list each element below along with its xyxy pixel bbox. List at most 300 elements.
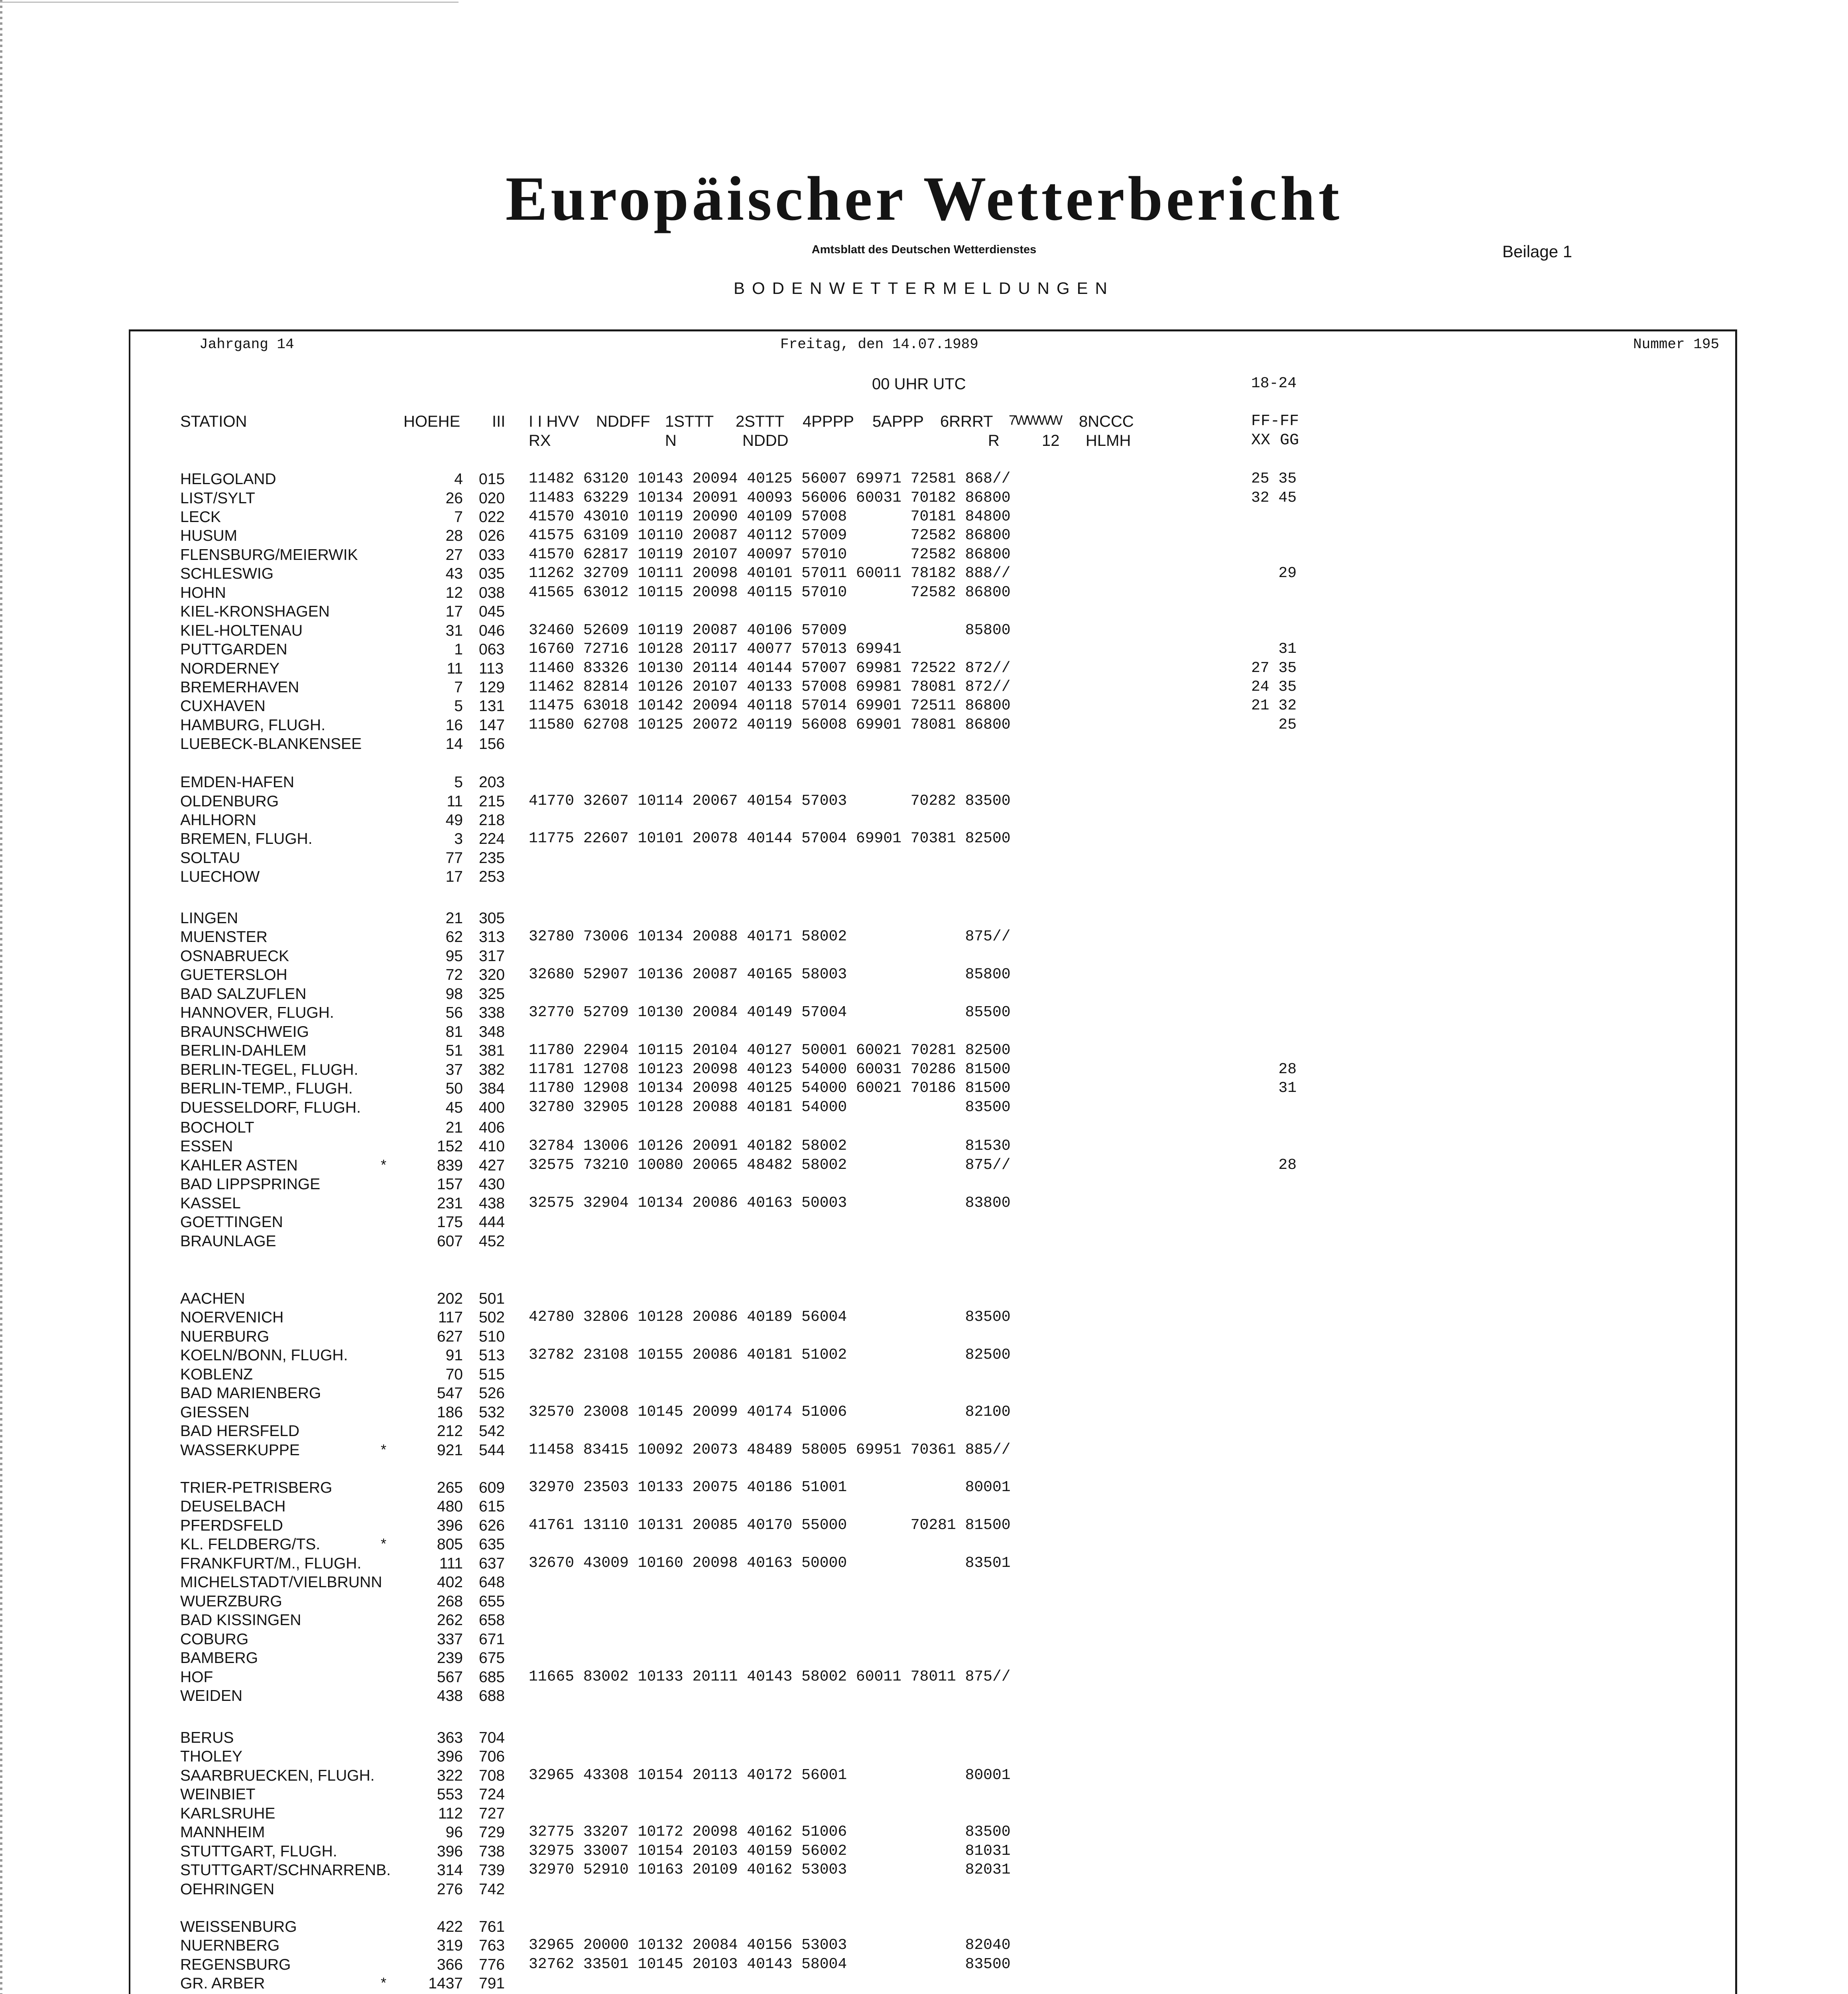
station-name: BERLIN-TEMP., FLUGH. bbox=[180, 1080, 353, 1097]
synop-groups: 32965 20000 10132 20084 40156 53003 82040 bbox=[529, 1937, 1011, 1954]
station-height: 14 bbox=[445, 735, 463, 753]
station-name: GIESSEN bbox=[180, 1403, 250, 1421]
synop-groups: 32975 33007 10154 20103 40159 56002 81031 bbox=[529, 1842, 1011, 1860]
station-height: 56 bbox=[445, 1004, 463, 1022]
station-height: 31 bbox=[445, 622, 463, 639]
synop-groups: 32770 52709 10130 20084 40149 57004 85500 bbox=[529, 1004, 1011, 1021]
station-name: SOLTAU bbox=[180, 849, 240, 867]
station-name: BRAUNSCHWEIG bbox=[180, 1023, 309, 1040]
station-height: 117 bbox=[438, 1309, 463, 1326]
page-subtitle: Amtsblatt des Deutschen Wetterdienstes bbox=[811, 243, 1037, 256]
station-index: 501 bbox=[479, 1290, 505, 1307]
station-index: 038 bbox=[479, 584, 505, 601]
station-index: 156 bbox=[479, 735, 505, 753]
synop-groups: 11482 63120 10143 20094 40125 56007 69971 72581 868// bbox=[529, 470, 1011, 487]
table-row bbox=[0, 509, 1848, 528]
table-row bbox=[0, 1537, 1848, 1556]
station-name: KIEL-KRONSHAGEN bbox=[180, 603, 330, 621]
station-name: NORDERNEY bbox=[180, 660, 280, 677]
station-name: KARLSRUHE bbox=[180, 1805, 276, 1822]
station-height: 45 bbox=[445, 1099, 463, 1116]
supplement-label: Beilage 1 bbox=[1502, 242, 1572, 261]
table-row bbox=[0, 986, 1848, 1005]
station-name: BAMBERG bbox=[180, 1649, 258, 1667]
station-name: BERUS bbox=[180, 1729, 234, 1746]
synop-groups: 11580 62708 10125 20072 40119 56008 69901 78081 86800 bbox=[529, 716, 1011, 733]
synop-groups: 32570 23008 10145 20099 40174 51006 82100 bbox=[529, 1403, 1011, 1421]
issue-date: Freitag, den 14.07.1989 bbox=[780, 336, 978, 353]
station-height: 212 bbox=[437, 1423, 463, 1440]
station-height: 202 bbox=[437, 1290, 463, 1307]
station-height: 607 bbox=[437, 1232, 463, 1250]
wind-gust-groups: 27 35 bbox=[1251, 659, 1297, 677]
wind-time-header: 18-24 bbox=[1251, 375, 1297, 392]
station-name: REGENSBURG bbox=[180, 1956, 291, 1973]
station-name: WEISSENBURG bbox=[180, 1918, 297, 1935]
station-height: 7 bbox=[454, 508, 463, 526]
station-height: 262 bbox=[437, 1612, 463, 1629]
synop-groups: 11775 22607 10101 20078 40144 57004 69901 70381 82500 bbox=[529, 830, 1011, 847]
station-height: 27 bbox=[445, 546, 463, 564]
station-height: 112 bbox=[438, 1805, 463, 1822]
station-index: 526 bbox=[479, 1385, 505, 1402]
station-name: LUECHOW bbox=[180, 868, 260, 886]
station-index: 438 bbox=[479, 1194, 505, 1212]
station-name: SAARBRUECKEN, FLUGH. bbox=[180, 1767, 375, 1784]
station-name: HELGOLAND bbox=[180, 471, 276, 488]
synop-groups: 32970 52910 10163 20109 40162 53003 82031 bbox=[529, 1861, 1011, 1879]
station-height: 70 bbox=[445, 1365, 463, 1383]
table-row bbox=[0, 1556, 1848, 1575]
table-row bbox=[0, 1806, 1848, 1825]
station-index: 704 bbox=[479, 1729, 505, 1746]
synop-groups: 32775 33207 10172 20098 40162 51006 83500 bbox=[529, 1823, 1011, 1841]
time-header: 00 UHR UTC bbox=[872, 375, 966, 393]
col-g1: I I HVV bbox=[529, 413, 579, 430]
station-index: 063 bbox=[479, 641, 505, 658]
table-row bbox=[0, 642, 1848, 661]
synop-groups: 11781 12708 10123 20098 40123 54000 60031 70286 81500 bbox=[529, 1060, 1011, 1078]
mountain-marker: * bbox=[381, 1974, 387, 1991]
station-height: 11 bbox=[447, 792, 463, 810]
station-name: WASSERKUPPE bbox=[180, 1441, 300, 1459]
station-name: BOCHOLT bbox=[180, 1119, 254, 1136]
synop-groups: 41570 43010 10119 20090 40109 57008 70181 84800 bbox=[529, 508, 1011, 525]
station-index: 033 bbox=[479, 546, 505, 564]
station-name: AHLHORN bbox=[180, 811, 256, 829]
station-name: HOF bbox=[180, 1668, 213, 1686]
station-height: 231 bbox=[437, 1194, 463, 1212]
synop-groups: 11483 63229 10134 20091 40093 56006 60031 70182 86800 bbox=[529, 489, 1011, 506]
station-height: 480 bbox=[437, 1498, 463, 1515]
station-height: 37 bbox=[445, 1061, 463, 1078]
station-index: 427 bbox=[479, 1157, 505, 1174]
station-index: 203 bbox=[479, 774, 505, 791]
synop-groups: 42780 32806 10128 20086 40189 56004 83500 bbox=[529, 1308, 1011, 1326]
station-name: LIST/SYLT bbox=[180, 489, 255, 507]
station-height: 72 bbox=[445, 966, 463, 984]
station-height: 239 bbox=[437, 1649, 463, 1667]
table-row bbox=[0, 850, 1848, 869]
table-row bbox=[0, 1574, 1848, 1594]
wind-gust-groups: 24 35 bbox=[1251, 678, 1297, 696]
station-height: 11 bbox=[447, 660, 463, 677]
station-height: 5 bbox=[454, 774, 463, 791]
station-index: 305 bbox=[479, 910, 505, 927]
synop-groups: 32575 73210 10080 20065 48482 58002 875// bbox=[529, 1156, 1011, 1174]
station-index: 729 bbox=[479, 1824, 505, 1841]
station-name: KIEL-HOLTENAU bbox=[180, 622, 303, 639]
station-height: 186 bbox=[437, 1403, 463, 1421]
col-g6: 5APPP bbox=[872, 413, 924, 430]
station-index: 382 bbox=[479, 1061, 505, 1078]
station-height: 3 bbox=[454, 830, 463, 848]
station-index: 313 bbox=[479, 928, 505, 946]
station-height: 627 bbox=[437, 1328, 463, 1345]
table-row bbox=[0, 547, 1848, 566]
col-g3-sub: N bbox=[665, 432, 677, 449]
station-height: 26 bbox=[445, 489, 463, 507]
station-index: 739 bbox=[479, 1862, 505, 1879]
table-row bbox=[0, 929, 1848, 948]
station-index: 015 bbox=[479, 471, 505, 488]
col-g5: 4PPPP bbox=[803, 413, 854, 430]
station-name: COBURG bbox=[180, 1630, 249, 1648]
station-name: KAHLER ASTEN bbox=[180, 1157, 298, 1174]
station-name: EMDEN-HAFEN bbox=[180, 774, 295, 791]
station-name: GOETTINGEN bbox=[180, 1214, 283, 1231]
table-row bbox=[0, 1480, 1848, 1499]
station-name: TRIER-PETRISBERG bbox=[180, 1479, 333, 1496]
table-row bbox=[0, 1043, 1848, 1062]
station-name: BAD KISSINGEN bbox=[180, 1612, 301, 1629]
col-g4: 2STTT bbox=[736, 413, 785, 430]
wind-gust-groups: 21 32 bbox=[1251, 697, 1297, 715]
col-g8: 7WWWW bbox=[1009, 413, 1062, 428]
table-row bbox=[0, 585, 1848, 604]
station-height: 21 bbox=[445, 1119, 463, 1136]
table-row bbox=[0, 1196, 1848, 1215]
station-height: 17 bbox=[445, 868, 463, 886]
volume-label: Jahrgang 14 bbox=[199, 336, 294, 353]
station-name: OSNABRUECK bbox=[180, 947, 289, 965]
synop-groups: 32460 52609 10119 20087 40106 57009 85800 bbox=[529, 621, 1011, 639]
station-name: BAD SALZUFLEN bbox=[180, 985, 307, 1003]
synop-groups: 41570 62817 10119 20107 40097 57010 72582 86800 bbox=[529, 546, 1011, 563]
synop-groups: 41565 63012 10115 20098 40115 57010 72582 86800 bbox=[529, 583, 1011, 601]
station-index: 381 bbox=[479, 1042, 505, 1060]
station-height: 396 bbox=[437, 1748, 463, 1765]
station-height: 805 bbox=[437, 1536, 463, 1553]
station-height: 567 bbox=[437, 1668, 463, 1686]
col-g3: 1STTT bbox=[665, 413, 714, 430]
wind-gust-groups: 25 bbox=[1251, 716, 1297, 733]
station-height: 28 bbox=[445, 527, 463, 545]
synop-groups: 11665 83002 10133 20111 40143 58002 60011 78011 875// bbox=[529, 1668, 1011, 1685]
station-index: 452 bbox=[479, 1232, 505, 1250]
station-index: 129 bbox=[479, 679, 505, 696]
station-name: BAD MARIENBERG bbox=[180, 1385, 321, 1402]
table-row bbox=[0, 1385, 1848, 1405]
station-name: PUTTGARDEN bbox=[180, 641, 287, 658]
station-name: GUETERSLOH bbox=[180, 966, 287, 984]
table-row bbox=[0, 1938, 1848, 1957]
table-row bbox=[0, 566, 1848, 585]
station-height: 91 bbox=[445, 1347, 463, 1364]
table-row bbox=[0, 1768, 1848, 1787]
table-row bbox=[0, 1976, 1848, 1994]
table-row bbox=[0, 948, 1848, 967]
table-row bbox=[0, 910, 1848, 930]
synop-groups: 41761 13110 10131 20085 40170 55000 70281 81500 bbox=[529, 1516, 1011, 1534]
col-g2: NDDFF bbox=[596, 413, 650, 430]
synop-groups: 32782 23108 10155 20086 40181 51002 82500 bbox=[529, 1346, 1011, 1364]
synop-groups: 32780 73006 10134 20088 40171 58002 875// bbox=[529, 928, 1011, 946]
station-name: KOBLENZ bbox=[180, 1365, 253, 1383]
station-height: 50 bbox=[445, 1080, 463, 1097]
station-index: 338 bbox=[479, 1004, 505, 1022]
station-name: BREMERHAVEN bbox=[180, 679, 299, 696]
table-row bbox=[0, 1825, 1848, 1844]
table-row bbox=[0, 812, 1848, 831]
table-row bbox=[0, 967, 1848, 986]
table-row bbox=[0, 717, 1848, 737]
table-row bbox=[0, 1862, 1848, 1882]
table-row bbox=[0, 698, 1848, 717]
station-name: MANNHEIM bbox=[180, 1824, 265, 1841]
station-index: 235 bbox=[479, 849, 505, 867]
col-station: STATION bbox=[180, 413, 247, 430]
table-row bbox=[0, 1749, 1848, 1768]
station-index: 045 bbox=[479, 603, 505, 621]
station-height: 21 bbox=[445, 910, 463, 927]
station-name: MUENSTER bbox=[180, 928, 268, 946]
synop-groups: 11262 32709 10111 20098 40101 57011 60011 78182 888// bbox=[529, 565, 1011, 582]
table-row bbox=[0, 1310, 1848, 1329]
synop-groups: 11462 82814 10126 20107 40133 57008 69981 78081 872// bbox=[529, 678, 1011, 696]
station-name: LUEBECK-BLANKENSEE bbox=[180, 735, 362, 753]
station-height: 438 bbox=[437, 1687, 463, 1704]
table-row bbox=[0, 1518, 1848, 1537]
station-height: 16 bbox=[445, 716, 463, 734]
station-index: 384 bbox=[479, 1080, 505, 1097]
station-index: 761 bbox=[479, 1918, 505, 1935]
col-hoehe: HOEHE bbox=[403, 413, 461, 430]
station-height: 81 bbox=[445, 1023, 463, 1040]
table-row bbox=[0, 774, 1848, 794]
station-index: 655 bbox=[479, 1592, 505, 1610]
station-height: 77 bbox=[445, 849, 463, 867]
station-index: 688 bbox=[479, 1687, 505, 1704]
station-name: STUTTGART/SCHNARRENB. bbox=[180, 1862, 391, 1879]
station-index: 637 bbox=[479, 1555, 505, 1572]
station-height: 152 bbox=[437, 1138, 463, 1155]
station-index: 348 bbox=[479, 1023, 505, 1040]
table-row bbox=[0, 1291, 1848, 1310]
station-name: NUERBURG bbox=[180, 1328, 270, 1345]
table-row bbox=[0, 661, 1848, 680]
station-index: 026 bbox=[479, 527, 505, 545]
table-row bbox=[0, 1688, 1848, 1707]
table-row bbox=[0, 1423, 1848, 1442]
station-name: HAMBURG, FLUGH. bbox=[180, 716, 326, 734]
wind-gust-groups: 31 bbox=[1251, 1080, 1297, 1097]
col-ff: FF-FF bbox=[1251, 412, 1299, 430]
table-row bbox=[0, 1176, 1848, 1196]
station-height: 43 bbox=[445, 565, 463, 583]
table-row bbox=[0, 1100, 1848, 1119]
station-height: 51 bbox=[445, 1042, 463, 1060]
station-height: 5 bbox=[454, 698, 463, 715]
station-index: 544 bbox=[479, 1441, 505, 1459]
table-row bbox=[0, 736, 1848, 755]
station-height: 268 bbox=[437, 1592, 463, 1610]
station-index: 706 bbox=[479, 1748, 505, 1765]
table-row bbox=[0, 1844, 1848, 1863]
station-height: 276 bbox=[437, 1880, 463, 1898]
table-row bbox=[0, 794, 1848, 813]
station-index: 615 bbox=[479, 1498, 505, 1515]
station-index: 738 bbox=[479, 1842, 505, 1860]
station-name: HANNOVER, FLUGH. bbox=[180, 1004, 334, 1022]
station-index: 708 bbox=[479, 1767, 505, 1784]
section-heading: BODENWETTERMELDUNGEN bbox=[733, 279, 1115, 298]
wind-gust-groups: 28 bbox=[1251, 1156, 1297, 1174]
station-height: 95 bbox=[445, 947, 463, 965]
station-name: CUXHAVEN bbox=[180, 698, 266, 715]
station-index: 218 bbox=[479, 811, 505, 829]
station-name: KL. FELDBERG/TS. bbox=[180, 1536, 321, 1553]
synop-groups: 41575 63109 10110 20087 40112 57009 72582 86800 bbox=[529, 527, 1011, 544]
col-ff-sub: XX GG bbox=[1251, 432, 1299, 449]
table-row bbox=[0, 1405, 1848, 1424]
synop-groups: 32670 43009 10160 20098 40163 50000 83501 bbox=[529, 1554, 1011, 1572]
station-height: 402 bbox=[437, 1574, 463, 1591]
station-name: BRAUNLAGE bbox=[180, 1232, 276, 1250]
table-row bbox=[0, 1214, 1848, 1233]
synop-groups: 32575 32904 10134 20086 40163 50003 83800 bbox=[529, 1194, 1011, 1212]
mountain-marker: * bbox=[381, 1156, 387, 1173]
station-name: LINGEN bbox=[180, 910, 238, 927]
synop-groups: 32680 52907 10136 20087 40165 58003 85800 bbox=[529, 966, 1011, 983]
station-name: PFERDSFELD bbox=[180, 1517, 283, 1534]
station-name: FLENSBURG/MEIERWIK bbox=[180, 546, 358, 564]
station-height: 7 bbox=[454, 679, 463, 696]
station-height: 396 bbox=[437, 1517, 463, 1534]
station-height: 96 bbox=[445, 1824, 463, 1841]
station-index: 046 bbox=[479, 622, 505, 639]
synop-groups: 11460 83326 10130 20114 40144 57007 69981 72522 872// bbox=[529, 659, 1011, 677]
station-index: 502 bbox=[479, 1309, 505, 1326]
station-name: BAD LIPPSPRINGE bbox=[180, 1176, 321, 1193]
station-height: 265 bbox=[437, 1479, 463, 1496]
station-height: 175 bbox=[437, 1214, 463, 1231]
table-row bbox=[0, 1612, 1848, 1631]
station-name: ESSEN bbox=[180, 1138, 233, 1155]
station-index: 317 bbox=[479, 947, 505, 965]
station-height: 111 bbox=[439, 1555, 463, 1572]
station-name: HUSUM bbox=[180, 527, 237, 545]
station-height: 62 bbox=[445, 928, 463, 946]
station-index: 742 bbox=[479, 1880, 505, 1898]
table-row bbox=[0, 604, 1848, 623]
station-index: 776 bbox=[479, 1956, 505, 1973]
station-height: 12 bbox=[445, 584, 463, 601]
station-height: 322 bbox=[437, 1767, 463, 1784]
station-index: 406 bbox=[479, 1119, 505, 1136]
synop-groups: 32965 43308 10154 20113 40172 56001 80001 bbox=[529, 1766, 1011, 1784]
station-index: 215 bbox=[479, 792, 505, 810]
table-row bbox=[0, 1139, 1848, 1158]
station-name: HOHN bbox=[180, 584, 226, 601]
table-row bbox=[0, 1024, 1848, 1043]
table-row bbox=[0, 471, 1848, 491]
station-height: 921 bbox=[437, 1441, 463, 1459]
station-index: 035 bbox=[479, 565, 505, 583]
station-height: 422 bbox=[437, 1918, 463, 1935]
table-row bbox=[0, 1442, 1848, 1462]
wind-gust-groups: 29 bbox=[1251, 565, 1297, 582]
station-name: DUESSELDORF, FLUGH. bbox=[180, 1099, 361, 1116]
table-row bbox=[0, 1957, 1848, 1976]
synop-groups: 16760 72716 10128 20117 40077 57013 69941 bbox=[529, 640, 901, 658]
synop-groups: 11475 63018 10142 20094 40118 57014 69901 72511 86800 bbox=[529, 697, 1011, 715]
table-row bbox=[0, 1919, 1848, 1938]
mountain-marker: * bbox=[381, 1441, 387, 1458]
table-row bbox=[0, 1669, 1848, 1689]
station-name: STUTTGART, FLUGH. bbox=[180, 1842, 337, 1860]
table-row bbox=[0, 1594, 1848, 1613]
station-index: 147 bbox=[479, 716, 505, 734]
station-height: 314 bbox=[437, 1862, 463, 1879]
station-index: 430 bbox=[479, 1176, 505, 1193]
wind-gust-groups: 25 35 bbox=[1251, 470, 1297, 487]
station-index: 648 bbox=[479, 1574, 505, 1591]
station-index: 444 bbox=[479, 1214, 505, 1231]
station-name: MICHELSTADT/VIELBRUNN bbox=[180, 1574, 382, 1591]
table-row bbox=[0, 1348, 1848, 1367]
station-height: 98 bbox=[445, 985, 463, 1003]
station-name: WEIDEN bbox=[180, 1687, 242, 1704]
station-index: 542 bbox=[479, 1423, 505, 1440]
synop-groups: 11780 22904 10115 20104 40127 50001 60021 70281 82500 bbox=[529, 1042, 1011, 1059]
station-index: 658 bbox=[479, 1612, 505, 1629]
station-name: KASSEL bbox=[180, 1194, 241, 1212]
station-name: BERLIN-TEGEL, FLUGH. bbox=[180, 1061, 358, 1078]
station-name: FRANKFURT/M., FLUGH. bbox=[180, 1555, 362, 1572]
table-row bbox=[0, 1005, 1848, 1024]
station-name: SCHLESWIG bbox=[180, 565, 274, 583]
table-row bbox=[0, 623, 1848, 642]
station-name: BAD HERSFELD bbox=[180, 1423, 300, 1440]
station-index: 513 bbox=[479, 1347, 505, 1364]
station-height: 396 bbox=[437, 1842, 463, 1860]
col-g9-sub: HLMH bbox=[1086, 432, 1131, 449]
col-iii: III bbox=[492, 413, 506, 430]
table-row bbox=[0, 1120, 1848, 1139]
station-name: NUERNBERG bbox=[180, 1937, 280, 1955]
station-index: 609 bbox=[479, 1479, 505, 1496]
station-name: THOLEY bbox=[180, 1748, 243, 1765]
station-index: 671 bbox=[479, 1630, 505, 1648]
station-index: 113 bbox=[479, 660, 504, 677]
station-index: 724 bbox=[479, 1786, 505, 1803]
station-index: 022 bbox=[479, 508, 505, 526]
station-height: 547 bbox=[437, 1385, 463, 1402]
table-row bbox=[0, 491, 1848, 510]
station-height: 337 bbox=[437, 1630, 463, 1648]
table-row bbox=[0, 1062, 1848, 1081]
